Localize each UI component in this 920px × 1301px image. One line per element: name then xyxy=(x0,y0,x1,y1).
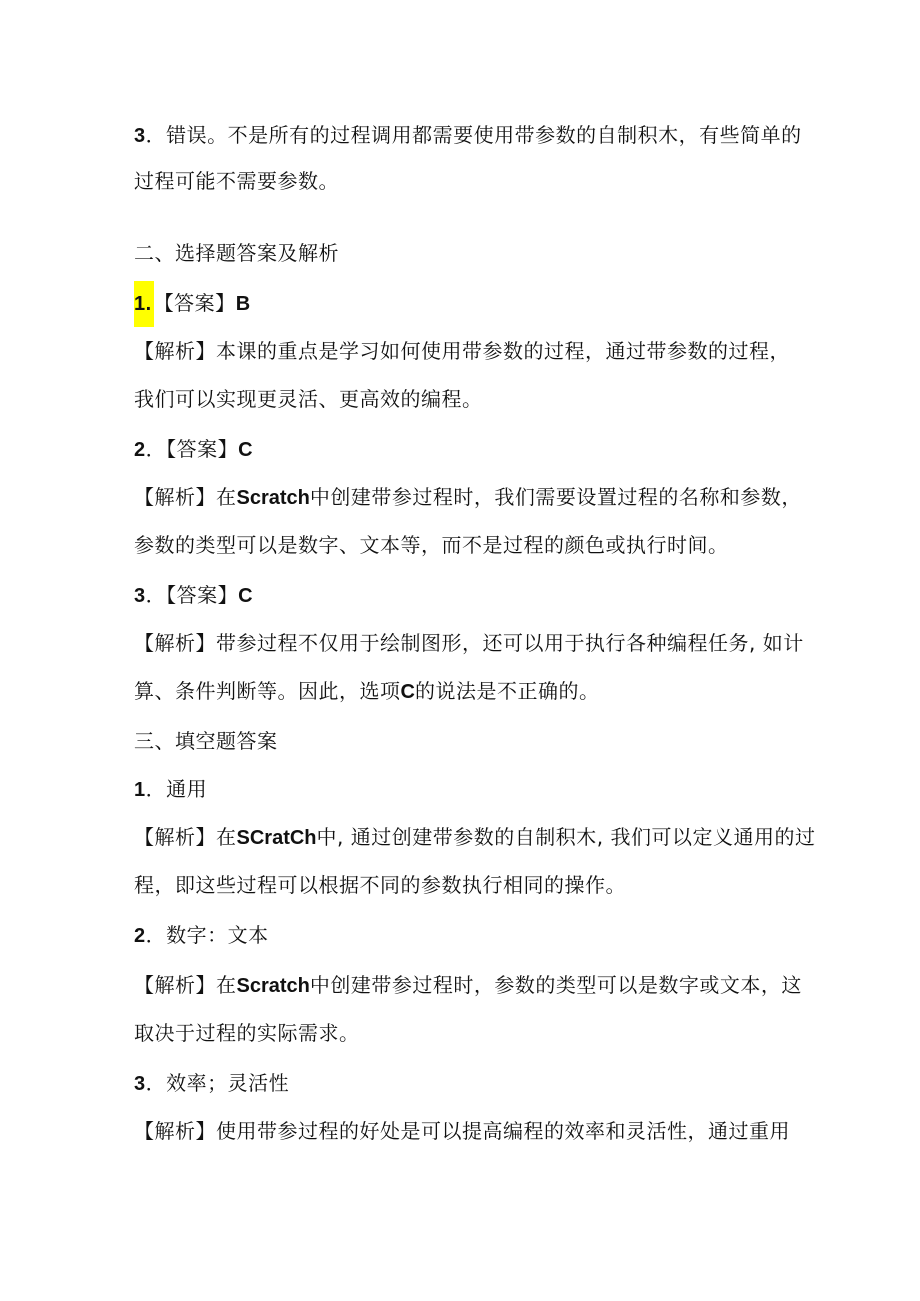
choice-explanation-3 xyxy=(134,630,804,656)
explanation-keyword: Scratch xyxy=(236,975,310,997)
explanation-text: 中创建带参过程时，我们需要设置过程的名称和参数， xyxy=(309,485,802,509)
choice-explanation-3-cont xyxy=(134,678,804,705)
choice-answer-1 xyxy=(134,290,804,317)
choice-answer-3 xyxy=(134,582,804,609)
explanation-text: 取决于过程的实际需求。 xyxy=(134,1021,360,1045)
explanation-prefix: 算、条件判断等。因此，选项 xyxy=(134,679,401,703)
explanation-keyword: SCratCh xyxy=(236,827,317,849)
choice-explanation-2-cont xyxy=(134,532,804,558)
explanation-text: 中, 通过创建带参数的自制积木, 我们可以定义通用的过 xyxy=(316,825,816,849)
explanation-text: 参数的类型可以是数字、文本等，而不是过程的颜色或执行时间。 xyxy=(134,533,729,557)
item-number-highlighted: 1. xyxy=(134,281,154,327)
explanation-text: 中创建带参过程时，参数的类型可以是数字或文本，这 xyxy=(309,973,802,997)
fill-explanation-1 xyxy=(134,824,816,851)
explanation-prefix: 【解析】在 xyxy=(134,825,237,849)
item-number: 3 xyxy=(134,585,146,607)
explanation-keyword: Scratch xyxy=(236,487,310,509)
explanation-prefix: 【解析】在 xyxy=(134,485,237,509)
fill-explanation-3 xyxy=(134,1118,804,1144)
answer-value: B xyxy=(235,293,251,315)
choice-explanation-2 xyxy=(134,484,804,511)
choice-answer-2 xyxy=(134,436,804,463)
item-number: 3 xyxy=(134,125,146,147)
item-number: 2 xyxy=(134,925,146,947)
section-heading-fill xyxy=(134,728,804,754)
answer-value: C xyxy=(238,439,253,461)
item-number: 2 xyxy=(134,439,146,461)
choice-explanation-1-cont xyxy=(134,386,804,412)
tf-answer-3 xyxy=(134,122,804,149)
explanation-text: 程，即这些过程可以根据不同的参数执行相同的操作。 xyxy=(134,873,626,897)
section-title: 二、选择题答案及解析 xyxy=(134,241,339,265)
tf-answer-3-cont xyxy=(134,168,804,194)
explanation-text: 【解析】本课的重点是学习如何使用带参数的过程，通过带参数的过程， xyxy=(134,339,790,363)
explanation-text: 【解析】带参过程不仅用于绘制图形，还可以用于执行各种编程任务, 如计 xyxy=(134,631,804,655)
item-text: 过程可能不需要参数。 xyxy=(134,169,339,193)
answer-label: 【答案】 xyxy=(153,291,236,315)
explanation-text: 的说法是不正确的。 xyxy=(414,679,600,703)
section-heading-choice xyxy=(134,240,804,266)
choice-explanation-1 xyxy=(134,338,804,364)
explanation-keyword: C xyxy=(400,681,415,703)
answer-text: ．效率；灵活性 xyxy=(145,1071,290,1095)
section-title: 三、填空题答案 xyxy=(134,729,278,753)
answer-text: ．通用 xyxy=(145,777,208,801)
fill-answer-2 xyxy=(134,922,804,949)
item-number: 1 xyxy=(134,779,146,801)
item-number: 3 xyxy=(134,1073,146,1095)
fill-answer-3 xyxy=(134,1070,804,1097)
answer-value: C xyxy=(238,585,253,607)
explanation-text: 【解析】使用带参过程的好处是可以提高编程的效率和灵活性，通过重用 xyxy=(134,1119,790,1143)
answer-label: ．【答案】 xyxy=(145,437,239,461)
fill-explanation-2 xyxy=(134,972,804,999)
fill-explanation-2-cont xyxy=(134,1020,804,1046)
fill-answer-1 xyxy=(134,776,804,803)
answer-text: ．数字：文本 xyxy=(145,923,269,947)
explanation-prefix: 【解析】在 xyxy=(134,973,237,997)
answer-label: ．【答案】 xyxy=(145,583,239,607)
item-text: ．错误。不是所有的过程调用都需要使用带参数的自制积木，有些简单的 xyxy=(145,123,802,147)
fill-explanation-1-cont xyxy=(134,872,804,898)
explanation-text: 我们可以实现更灵活、更高效的编程。 xyxy=(134,387,483,411)
